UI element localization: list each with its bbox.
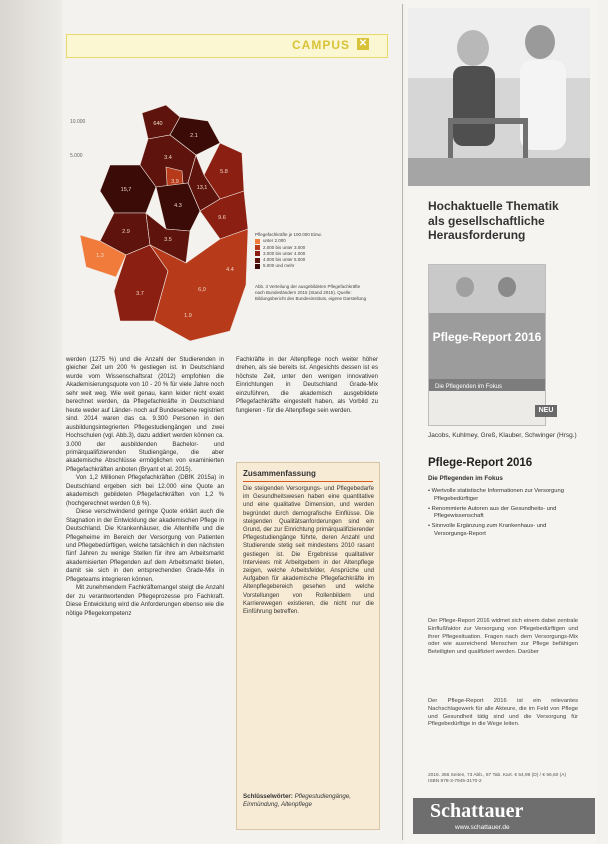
summary-box <box>236 462 380 830</box>
map-region-value: 3.4 <box>164 155 172 161</box>
publisher-logo: Schattauer <box>430 800 524 822</box>
summary-title: Zusammenfassung <box>243 469 316 478</box>
book-cover <box>428 264 546 426</box>
feature-item: • Sinnvolle Ergänzung zum Krankenhaus- und Versorgungs-Report <box>428 523 547 537</box>
map-region-value: 5.8 <box>220 169 228 175</box>
legend-swatch <box>255 264 260 269</box>
legend-item: unter 2.000 <box>255 238 322 244</box>
body-paragraph: Diese verschwindend geringe Quote erklärt auch die Stagnation in der Entwicklung der akademischen Pflege in Deutschland. Die Krankenhäuser, die Altenhilfe und die Pflegeheime im Bereich der Versorgung von Patienten und Pflegebedürftigen, welche tatsächlich in den nächsten fünf Jahren zu wenige Stellen für ihre am Arbeitsmarkt akademisierten Pflegenden auf dem Arbeitsmarkt bieten, damit sie sich in den entsprechenden Grade-Mix in Pflegeteams integrieren können. <box>66 508 224 583</box>
map-region-value: 4.4 <box>226 267 234 273</box>
feature-item: • Wertvolle statistische Informationen zur Versorgung Pflegebedürftiger <box>428 488 564 502</box>
figure-caption: Abb. 3 Verteilung der ausgebildeten Pflegefachkräfte nach Bundesländern 2015 (Stand 2015). Quelle: Bildungsbericht des Bundesinstituts, eigene Darstellung <box>255 284 367 301</box>
summary-divider <box>243 481 373 482</box>
map-region-value: 1.9 <box>184 313 192 319</box>
keywords-label: Schlüsselwörter: <box>243 793 293 800</box>
ad-description: Der Pflege-Report 2016 ist ein relevantes Nachschlagewerk für alle Akteure, die im Feld von Pflege und Gesundheit tätig sind und die Versorgung für Pflegebedürftige in die Wege leiten. <box>428 698 578 728</box>
publisher-link[interactable]: www.schattauer.de <box>455 824 510 831</box>
map-region-value: 3.5 <box>164 237 172 243</box>
map-region-value: 3,9 <box>171 179 179 185</box>
summary-text: Die steigenden Versorgungs- und Pflegebedarfe im Gesundheitswesen haben eine quantitative und eine qualitative Dimension, und werden begründet durch demografische Einflüsse. Die steigenden Qualitätsanforderungen sind ein Grund, der zur Einrichtung primärqualifizierender Pflegestudiengänge führte, deren Anzahl und Studierende stetig seit mindestens 2010 rasant gestiegen ist. Die Ergebnisse qualitativer Interviews mit Arbeitgebern in der Altenpflege zeigen, welche Arbeitsfelder, Ansprüche und Aufgaben für akademische Pflegefachkräfte im Altenpflegebereich gesehen und welche Vorstellungen von Rollenbildern und Karrierewegen existieren, die nicht nur die Einführung betreffen. <box>243 486 374 616</box>
summary-keywords <box>243 793 374 810</box>
keywords-value: Pflegestudiengänge, Einmündung, Altenpflege <box>243 793 352 809</box>
section-logo-icon: ✕ <box>358 38 368 49</box>
column-divider <box>402 4 403 840</box>
page-binding <box>0 0 62 844</box>
map-region-value: 2.9 <box>122 229 130 235</box>
book-title: Pflege-Report 2016 <box>428 457 533 469</box>
map-region-value: 3.7 <box>136 291 144 297</box>
map-region-value: 9.6 <box>218 215 226 221</box>
map-region-value: 4.3 <box>174 203 182 209</box>
body-column-left <box>66 356 224 618</box>
legend-item: 5.000 und mehr <box>255 263 322 269</box>
map-region-value: 6,0 <box>198 287 206 293</box>
body-paragraph: Von 1,2 Millionen Pflegefachkräften (DBfK 2015a) in Deutschland ergeben sich bei 12.000 eine Quote an akademisch gebildeten Pflegefachkräften von 1,2 % (hochgerechnet werden 0,6 %). <box>66 474 224 507</box>
legend-title: Pflegefachkräfte je 100.000 Einw. <box>255 232 322 237</box>
map-region-value: 1,3 <box>96 253 104 259</box>
new-badge: NEU <box>535 405 557 417</box>
map-region-value: 15,7 <box>120 187 132 193</box>
body-column-right <box>236 356 378 415</box>
ad-headline: Hochaktuelle Thematik als gesellschaftliche Herausforderung <box>428 199 559 242</box>
legend-swatch <box>255 245 260 250</box>
feature-item: • Renommierte Autoren aus der Gesundheits- und Pflegewissenschaft <box>428 505 557 520</box>
body-paragraph: Fachkräfte in der Altenpflege noch weiter höher drehen, als sie bereits ist. Angesichts dessen ist es höchste Zeit, unter den wenigen innovativen Einrichtungen in Deutschland Grade-Mix einzuführen, die akademisch ausgebildete Pflegefachkräfte eingestellt haben, als Vorbild zu fungieren - für die Altenpflege sein werden. <box>236 356 378 414</box>
ad-description: Der Pflege-Report 2016 widmet sich einem dabei zentrale Einflußfaktor zur Versorgung von Pflegebedürftigen und ihrer Pflegesituation. Fragen nach dem Versorgungs-Mix oder wie ausreichend Menschen zur Pflege befähigen Beteiligten und qualifiziert werden. Darüber <box>428 618 578 656</box>
body-paragraph: Mit zunehmendem Fachkräftemangel steigt die Anzahl der zu verantwortenden Pflegeprozesse pro Fachkraft. Diese Entwicklung wird die Anforderungen ebenso wie die nötige Pflegekompetenz <box>66 584 224 617</box>
legend-item: 4.000 bis unter 5.000 <box>255 257 322 263</box>
germany-map-figure <box>70 95 250 350</box>
book-subtitle: Die Pflegenden im Fokus <box>428 475 503 482</box>
map-scale-label: 5.000 <box>70 153 83 159</box>
book-order-info: 2016. 366 Seiten, 73 Abb., 87 Tab. Kart. € 54,99 (D) / € 56,60 (A) ISBN 978-3-7945-3170-2 <box>428 773 567 785</box>
cover-subtitle: Die Pflegenden im Fokus <box>435 384 503 390</box>
map-legend <box>255 232 322 270</box>
cover-title: Pflege-Report 2016 <box>432 330 542 344</box>
legend-swatch <box>255 251 260 256</box>
body-paragraph: werden (1275 %) und die Anzahl der Studierenden in gleicher Zeit um 200 % gestiegen ist. In Deutschland wurde vom Wissenschaftsrat (2012) empfohlen die Akademisierungsquote von 10 - 20 % für viele Jahre noch sehr weit weg. Wie weit genau, kann leider nicht exakt berechnet werden, da Pflegefachkräfte in Deutschland heute weder auf Länder- noch auf Bundesebene registriert sind. 2014 waren das ca. 9.300 Personen in den ausbildungsintegrierten Pflegestudiengängen und zwei Hochschulen (vgl. Abb.3), dazu addiert werden können ca. 3.000 der ausbildenden Bachelor- und primärqualifizierenden Studiengänge, die aber akademische Abschlüsse ermöglichen von examinierten Pflegefachkräften anboten (Bryant et al. 2015). <box>66 356 224 473</box>
legend-item: 2.000 bis unter 3.000 <box>255 245 322 251</box>
map-region-value: 2.1 <box>190 133 198 139</box>
map-scale-label: 10.000 <box>70 119 86 125</box>
map-region-value: 640 <box>153 121 163 127</box>
legend-item: 3.000 bis unter 4.000 <box>255 251 322 257</box>
section-label: CAMPUS <box>292 38 351 52</box>
legend-swatch <box>255 258 260 263</box>
caregiver-photo <box>408 8 590 186</box>
book-authors: Jacobs, Kuhlmey, Greß, Klauber, Schwinger (Hrsg.) <box>428 432 577 439</box>
map-region-value: 13,1 <box>196 185 208 191</box>
feature-list <box>428 488 578 541</box>
legend-swatch <box>255 239 260 244</box>
